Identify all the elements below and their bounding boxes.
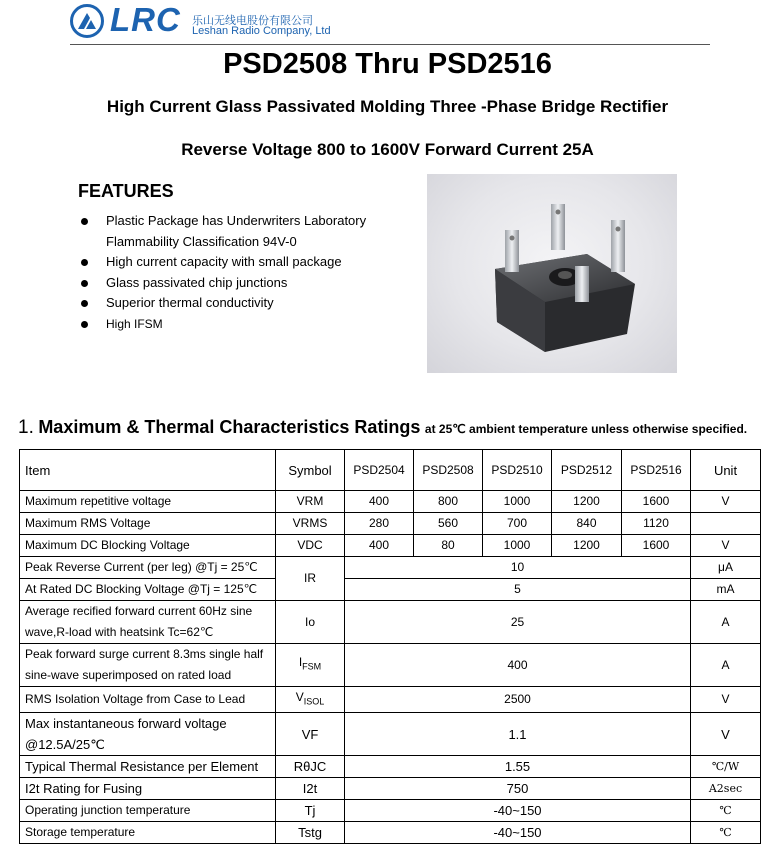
- symbol-cell: Tstg: [276, 822, 345, 844]
- page-title: PSD2508 Thru PSD2516: [223, 48, 552, 80]
- product-photo: [427, 174, 677, 373]
- section-title: [18, 417, 747, 439]
- unit-cell: V: [691, 713, 761, 756]
- header-divider: [70, 44, 710, 45]
- symbol-cell: VDC: [276, 535, 345, 557]
- column-header: Unit: [691, 450, 761, 491]
- table-header-row: [20, 450, 761, 491]
- column-header: PSD2510: [483, 450, 552, 491]
- page-header: [70, 1, 710, 44]
- value-cell: 1000: [483, 491, 552, 513]
- table-row: [20, 513, 761, 535]
- unit-cell: [691, 513, 761, 535]
- item-cell: Operating junction temperature: [20, 800, 276, 822]
- table-row: [20, 491, 761, 513]
- symbol-cell: $V_{ISOL}$: [276, 687, 345, 713]
- value-cell: 1600: [622, 491, 691, 513]
- feature-item: High current capacity with small package: [78, 252, 418, 273]
- lrc-logo-icon: [70, 4, 104, 38]
- value-cell: -40~150: [345, 800, 691, 822]
- column-header: Symbol: [276, 450, 345, 491]
- section-condition: at 25℃ ambient temperature unless otherwise specified.: [424, 422, 748, 436]
- symbol-cell: IR: [276, 557, 345, 601]
- feature-item: Plastic Package has Underwriters Laboratory Flammability Classification 94V-0: [78, 211, 418, 252]
- bullet-icon: [81, 218, 88, 225]
- rating-summary: Reverse Voltage 800 to 1600V Forward Current 25A: [181, 140, 594, 159]
- value-cell: 1200: [552, 491, 622, 513]
- value-cell: 5: [345, 579, 691, 601]
- table-row: [20, 687, 761, 713]
- column-header: Item: [20, 450, 276, 491]
- value-cell: 750: [345, 778, 691, 800]
- item-cell: I2t Rating for Fusing: [20, 778, 276, 800]
- value-cell: 560: [414, 513, 483, 535]
- item-cell: RMS Isolation Voltage from Case to Lead: [20, 687, 276, 713]
- feature-item: High IFSM: [78, 314, 418, 335]
- symbol-cell: $I_{FSM}$: [276, 644, 345, 687]
- features-list: [78, 211, 418, 334]
- unit-cell: A: [691, 644, 761, 687]
- feature-item: Superior thermal conductivity: [78, 293, 418, 314]
- value-cell: 1.55: [345, 756, 691, 778]
- bullet-icon: [81, 321, 88, 328]
- company-name-en: Leshan Radio Company, Ltd: [192, 25, 331, 37]
- value-cell: 400: [345, 535, 414, 557]
- item-cell: Maximum RMS Voltage: [20, 513, 276, 535]
- item-cell: Average recified forward current 60Hz sine wave,R-load with heatsink Tc=62℃: [20, 601, 276, 644]
- unit-cell: V: [691, 535, 761, 557]
- unit-cell: V: [691, 491, 761, 513]
- unit-cell: V: [691, 687, 761, 713]
- table-row: [20, 713, 761, 756]
- table-row: [20, 535, 761, 557]
- value-cell: 840: [552, 513, 622, 535]
- feature-item: Glass passivated chip junctions: [78, 273, 418, 294]
- logo-text: LRC: [110, 1, 181, 38]
- item-cell: Typical Thermal Resistance per Element: [20, 756, 276, 778]
- value-cell: -40~150: [345, 822, 691, 844]
- ratings-table: [19, 449, 761, 844]
- unit-cell: ℃: [691, 822, 761, 844]
- value-cell: 400: [345, 491, 414, 513]
- symbol-cell: Io: [276, 601, 345, 644]
- symbol-cell: I2t: [276, 778, 345, 800]
- item-cell: Storage temperature: [20, 822, 276, 844]
- item-cell: At Rated DC Blocking Voltage @Tj = 125℃: [20, 579, 276, 601]
- value-cell: 10: [345, 557, 691, 579]
- symbol-cell: VF: [276, 713, 345, 756]
- item-cell: Peak forward surge current 8.3ms single half sine-wave superimposed on rated load: [20, 644, 276, 687]
- symbol-cell: Tj: [276, 800, 345, 822]
- unit-cell: μA: [691, 557, 761, 579]
- unit-cell: A2sec: [691, 778, 761, 800]
- unit-cell: mA: [691, 579, 761, 601]
- item-cell: Max instantaneous forward voltage @12.5A/25℃: [20, 713, 276, 756]
- item-cell: Maximum DC Blocking Voltage: [20, 535, 276, 557]
- value-cell: 2500: [345, 687, 691, 713]
- symbol-cell: VRMS: [276, 513, 345, 535]
- bullet-icon: [81, 280, 88, 287]
- unit-cell: ℃: [691, 800, 761, 822]
- column-header: PSD2508: [414, 450, 483, 491]
- table-row: [20, 579, 761, 601]
- value-cell: 400: [345, 644, 691, 687]
- table-row: [20, 557, 761, 579]
- unit-cell: ℃/W: [691, 756, 761, 778]
- symbol-cell: RθJC: [276, 756, 345, 778]
- value-cell: 800: [414, 491, 483, 513]
- column-header: PSD2516: [622, 450, 691, 491]
- bullet-icon: [81, 300, 88, 307]
- symbol-cell: VRM: [276, 491, 345, 513]
- table-row: [20, 800, 761, 822]
- value-cell: 25: [345, 601, 691, 644]
- table-row: [20, 601, 761, 644]
- value-cell: 700: [483, 513, 552, 535]
- column-header: PSD2504: [345, 450, 414, 491]
- page-subtitle: High Current Glass Passivated Molding Three -Phase Bridge Rectifier: [106, 97, 669, 116]
- table-row: [20, 644, 761, 687]
- value-cell: 80: [414, 535, 483, 557]
- section-number: 1.: [18, 417, 34, 438]
- bullet-icon: [81, 259, 88, 266]
- value-cell: 1600: [622, 535, 691, 557]
- table-row: [20, 778, 761, 800]
- table-row: [20, 822, 761, 844]
- company-name-cn: 乐山无线电股份有限公司: [192, 15, 313, 27]
- unit-cell: A: [691, 601, 761, 644]
- item-cell: Peak Reverse Current (per leg) @Tj = 25℃: [20, 557, 276, 579]
- value-cell: 1000: [483, 535, 552, 557]
- section-heading: Maximum & Thermal Characteristics Ratings: [38, 417, 421, 437]
- column-header: PSD2512: [552, 450, 622, 491]
- bridge-rectifier-image: [427, 174, 677, 373]
- features-heading: FEATURES: [78, 181, 174, 201]
- value-cell: 1200: [552, 535, 622, 557]
- value-cell: 1120: [622, 513, 691, 535]
- value-cell: 280: [345, 513, 414, 535]
- value-cell: 1.1: [345, 713, 691, 756]
- item-cell: Maximum repetitive voltage: [20, 491, 276, 513]
- table-row: [20, 756, 761, 778]
